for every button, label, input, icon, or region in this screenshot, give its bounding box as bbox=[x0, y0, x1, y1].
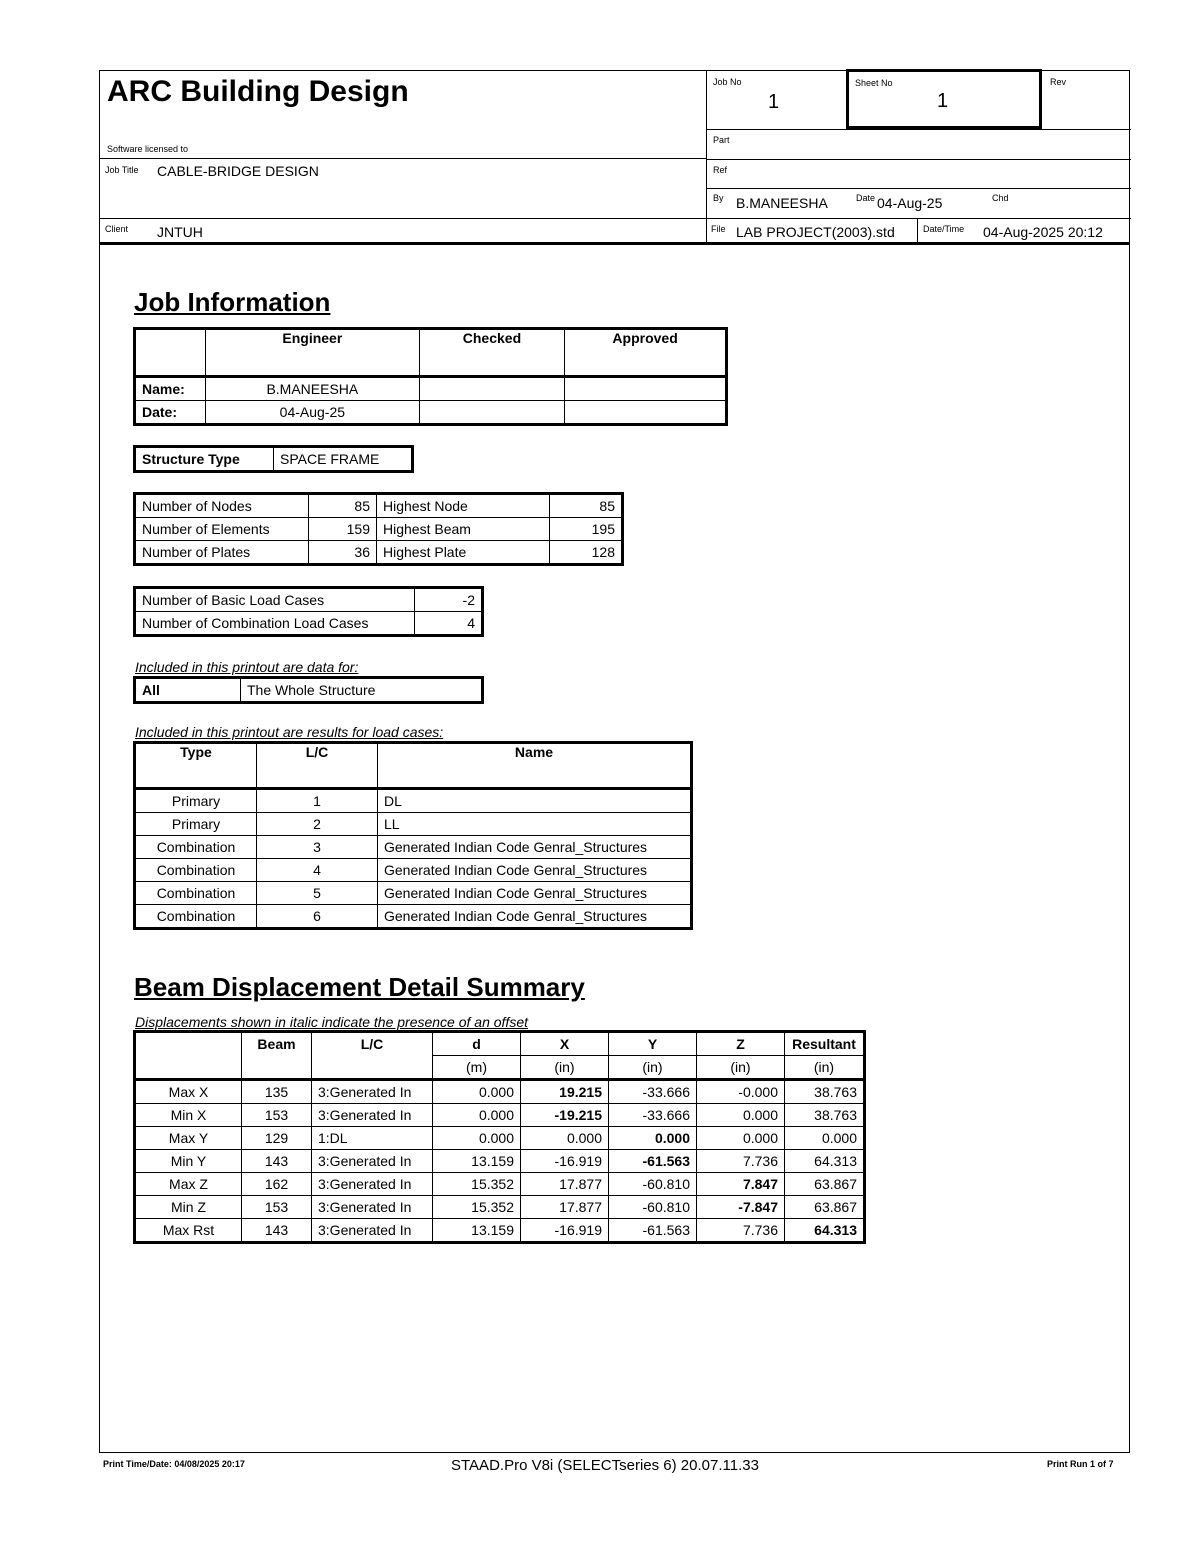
by-label: By bbox=[713, 193, 724, 203]
table-row: Max X 135 3:Generated In 0.000 19.215 -33.666 -0.000 38.763 bbox=[135, 1080, 865, 1104]
table-row: Min Y 143 3:Generated In 13.159 -16.919 -61.563 7.736 64.313 bbox=[135, 1150, 865, 1173]
ref-label: Ref bbox=[713, 165, 728, 175]
table-row: Combination 6 Generated Indian Code Genral_Structures bbox=[135, 905, 692, 929]
table-row: Combination 4 Generated Indian Code Genral_Structures bbox=[135, 859, 692, 882]
sheet-no-label: Sheet No bbox=[855, 78, 893, 88]
datetime-label: Date/Time bbox=[923, 224, 965, 234]
included-data-note: Included in this printout are data for: bbox=[135, 659, 359, 675]
print-time: Print Time/Date: 04/08/2025 20:17 bbox=[103, 1459, 245, 1469]
job-no-label: Job No bbox=[713, 77, 742, 87]
sheet-no: 1 bbox=[937, 90, 949, 112]
counts-table bbox=[133, 492, 624, 566]
structure-type-label: Structure Type bbox=[135, 447, 274, 472]
date-value: 04-Aug-25 bbox=[877, 195, 943, 211]
table-row: Primary 2 LL bbox=[135, 813, 692, 836]
table-row: Max Y 129 1:DL 0.000 0.000 0.000 0.000 0.000 bbox=[135, 1127, 865, 1150]
print-run: Print Run 1 of 7 bbox=[1047, 1459, 1114, 1469]
company-name: ARC Building Design bbox=[107, 75, 409, 108]
beam-displacement-note: Displacements shown in italic indicate the presence of an offset bbox=[135, 1014, 528, 1030]
rev-label: Rev bbox=[1050, 77, 1067, 87]
table-row: Primary 1 DL bbox=[135, 789, 692, 813]
table-row: Number of Basic Load Cases -2 bbox=[135, 588, 483, 612]
part-label: Part bbox=[713, 135, 730, 145]
file-value: LAB PROJECT(2003).std bbox=[736, 224, 895, 240]
included-data-key: All bbox=[135, 678, 241, 703]
table-row: Number of Plates 36 Highest Plate 128 bbox=[135, 541, 623, 565]
table-row: Combination 5 Generated Indian Code Genral_Structures bbox=[135, 882, 692, 905]
file-label: File bbox=[711, 224, 726, 234]
job-title: CABLE-BRIDGE DESIGN bbox=[157, 163, 319, 179]
chd-label: Chd bbox=[992, 193, 1009, 203]
included-data-value: The Whole Structure bbox=[241, 678, 483, 703]
table-row: Date: 04-Aug-25 bbox=[135, 401, 727, 425]
sheet-no-box bbox=[846, 69, 1042, 129]
included-data-table bbox=[133, 676, 484, 704]
loadcase-table: Type L/C Name Primary 1 DL Primary 2 LL Combination 3 Generated Indian Code Genral_Structures Combination 4 Generated Indian Code Genral_Structures Combination 5 Generated Indian Code Genral_Structures Combination 6 Generated Indian Code Genral_Structures bbox=[133, 741, 693, 930]
by-value: B.MANEESHA bbox=[736, 195, 828, 211]
client-label: Client bbox=[105, 224, 129, 234]
col-approved: Approved bbox=[565, 329, 727, 377]
included-results-note: Included in this printout are results for load cases: bbox=[135, 724, 444, 740]
software-label: Software licensed to bbox=[107, 144, 189, 154]
table-row: Name: B.MANEESHA bbox=[135, 377, 727, 401]
table-row: Min X 153 3:Generated In 0.000 -19.215 -33.666 0.000 38.763 bbox=[135, 1104, 865, 1127]
job-info-table bbox=[133, 327, 728, 426]
date-label: Date bbox=[856, 193, 876, 203]
loadcase-count-table bbox=[133, 586, 484, 637]
job-title-label: Job Title bbox=[105, 165, 139, 175]
job-no: 1 bbox=[768, 91, 780, 113]
table-row: Number of Elements 159 Highest Beam 195 bbox=[135, 518, 623, 541]
table-row: Combination 3 Generated Indian Code Genral_Structures bbox=[135, 836, 692, 859]
structure-type-table bbox=[133, 445, 414, 473]
beam-displacement-table: Beam L/C d X Y Z Resultant (m) (in) (in) (in) (in) Max X 135 3:Generated In 0.000 19.215 -33.666 -0.000 38.763 Min X 153 3:Generated In 0.000 -19.215 -33.666 0.000 38.763 Max Y 129 1:DL 0.000 0.000 0.000 0.000 0.000 Min Y 143 3:Generated In 13.159 -16.919 -61.563 7.736 64.313 Max Z 162 3:Generated In 15.352 17.877 -60.810 7.847 63.867 Min Z 153 3:Generated In 15.352 17.877 -60.810 -7.847 63.867 Max Rst 143 3:Generated In 13.159 -16.919 -61.563 7.736 64.313 bbox=[133, 1030, 866, 1244]
table-row: Number of Nodes 85 Highest Node 85 bbox=[135, 494, 623, 518]
col-checked: Checked bbox=[419, 329, 565, 377]
job-info-title: Job Information bbox=[134, 287, 331, 317]
title-block bbox=[99, 70, 1130, 245]
col-engineer: Engineer bbox=[206, 329, 420, 377]
software-version: STAAD.Pro V8i (SELECTseries 6) 20.07.11.33 bbox=[451, 1457, 759, 1474]
client-value: JNTUH bbox=[157, 224, 203, 240]
beam-displacement-title: Beam Displacement Detail Summary bbox=[134, 972, 585, 1002]
structure-type-value: SPACE FRAME bbox=[274, 447, 413, 472]
table-row: Max Z 162 3:Generated In 15.352 17.877 -60.810 7.847 63.867 bbox=[135, 1173, 865, 1196]
datetime-value: 04-Aug-2025 20:12 bbox=[983, 224, 1103, 240]
table-row: Max Rst 143 3:Generated In 13.159 -16.919 -61.563 7.736 64.313 bbox=[135, 1219, 865, 1243]
table-row: Min Z 153 3:Generated In 15.352 17.877 -60.810 -7.847 63.867 bbox=[135, 1196, 865, 1219]
table-row: Number of Combination Load Cases 4 bbox=[135, 612, 483, 636]
